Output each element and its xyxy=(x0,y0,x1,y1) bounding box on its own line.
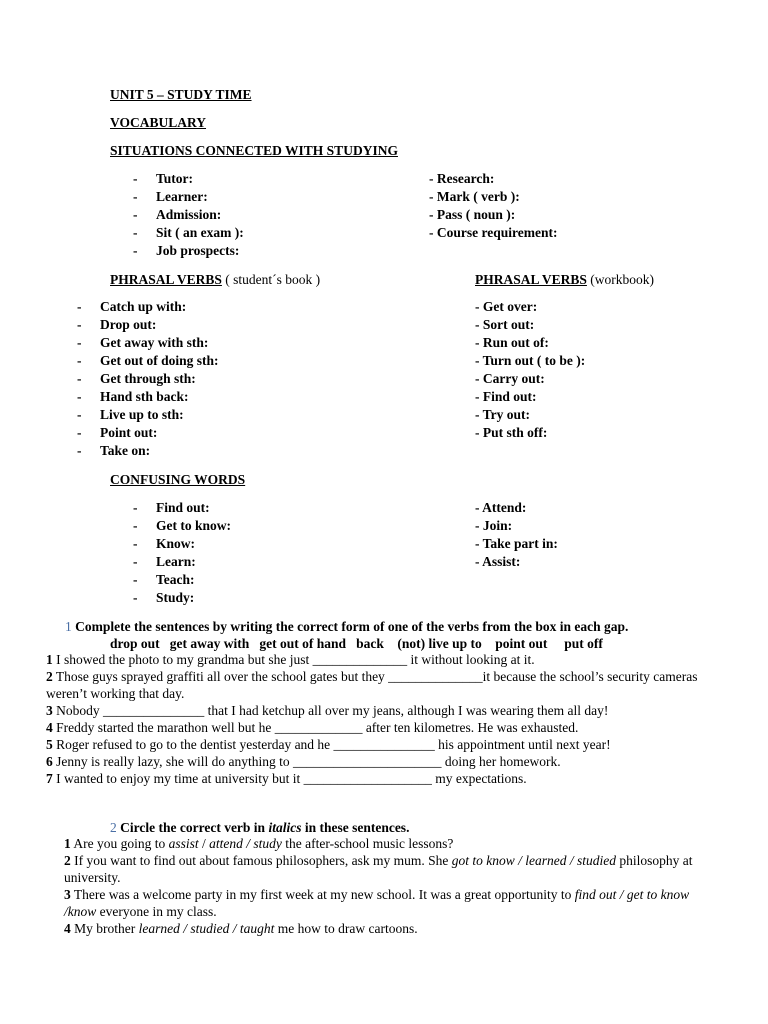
list-item: - Mark ( verb ): xyxy=(429,189,520,204)
exercise-1-instruction: 1 Complete the sentences by writing the correct form of one of the verbs from the box in each gap. xyxy=(65,619,629,634)
phrasal-verbs-wb-heading: PHRASAL VERBS (workbook) xyxy=(475,272,655,287)
list-item: - Know: xyxy=(133,536,196,551)
list-item: - Drop out: xyxy=(77,317,157,332)
vocabulary-heading: VOCABULARY xyxy=(110,115,207,130)
list-item: - Tutor: xyxy=(133,171,194,186)
sentence: 6 Jenny is really lazy, she will do anything to ______________________ doing her homework. xyxy=(46,754,561,769)
list-item: - Sort out: xyxy=(475,317,535,332)
sentence: 2 Those guys sprayed graffiti all over the school gates but they ______________it because the school’s security cameras weren’t working that day. xyxy=(46,669,698,701)
list-item: - Pass ( noun ): xyxy=(429,207,516,222)
list-item: - Catch up with: xyxy=(77,299,187,314)
list-item: - Teach: xyxy=(133,572,195,587)
list-item: - Join: xyxy=(475,518,513,533)
phrasal-verbs-sb-heading: PHRASAL VERBS ( student´s book ) xyxy=(110,272,321,287)
situations-heading: SITUATIONS CONNECTED WITH STUDYING xyxy=(110,143,398,158)
list-item: - Job prospects: xyxy=(133,243,240,258)
list-item: - Try out: xyxy=(475,407,530,422)
list-item: - Get out of doing sth: xyxy=(77,353,219,368)
list-item: - Learn: xyxy=(133,554,196,569)
list-item: - Research: xyxy=(429,171,495,186)
sentence: 7 I wanted to enjoy my time at university but it ___________________ my expectations. xyxy=(46,771,527,786)
list-item: - Admission: xyxy=(133,207,222,222)
situations-left-list xyxy=(133,170,244,260)
unit-title: UNIT 5 – STUDY TIME xyxy=(110,87,252,102)
list-item: - Carry out: xyxy=(475,371,545,386)
sentence: 3 Nobody _______________ that I had ketchup all over my jeans, although I was wearing them all day! xyxy=(46,703,609,718)
list-item: - Put sth off: xyxy=(475,425,548,440)
list-item: - Hand sth back: xyxy=(77,389,189,404)
sentence: 5 Roger refused to go to the dentist yesterday and he _______________ his appointment until next year! xyxy=(46,737,611,752)
list-item: - Get away with sth: xyxy=(77,335,209,350)
list-item: - Run out of: xyxy=(475,335,549,350)
sentence: 4 My brother learned / studied / taught me how to draw cartoons. xyxy=(64,921,418,936)
list-item: - Find out: xyxy=(475,389,537,404)
exercise-1-word-box: drop out get away with get out of hand back (not) live up to point out put off xyxy=(110,636,603,651)
list-item: - Take on: xyxy=(77,443,151,458)
list-item: - Course requirement: xyxy=(429,225,558,240)
list-item: - Find out: xyxy=(133,500,210,515)
sentence: 2 If you want to find out about famous philosophers, ask my mum. She got to know / learned / studied philosophy at university. xyxy=(64,853,693,885)
phrasal-left-list xyxy=(77,298,219,460)
list-item: - Live up to sth: xyxy=(77,407,184,422)
list-item: - Study: xyxy=(133,590,195,605)
list-item: - Take part in: xyxy=(475,536,558,551)
list-item: - Sit ( an exam ): xyxy=(133,225,244,240)
list-item: - Learner: xyxy=(133,189,208,204)
confusing-words-heading: CONFUSING WORDS xyxy=(110,472,246,487)
list-item: - Get to know: xyxy=(133,518,231,533)
phrasal-right-list xyxy=(475,298,585,442)
list-item: - Attend: xyxy=(475,500,527,515)
situations-right-list xyxy=(429,170,557,242)
list-item: - Turn out ( to be ): xyxy=(475,353,586,368)
exercise-2-sentences xyxy=(64,835,714,937)
sentence: 3 There was a welcome party in my first week at my new school. It was a great opportunity to find out / get to know /know everyone in my class. xyxy=(64,887,690,919)
sentence: 1 Are you going to assist / attend / study the after-school music lessons? xyxy=(64,836,454,851)
sentence: 1 I showed the photo to my grandma but she just ______________ it without looking at it. xyxy=(46,652,535,667)
list-item: - Assist: xyxy=(475,554,521,569)
confusing-right-list xyxy=(475,499,558,571)
exercise-2-instruction: 2 Circle the correct verb in italics in these sentences. xyxy=(110,820,410,835)
confusing-left-list xyxy=(133,499,231,607)
exercise-1-sentences xyxy=(46,651,706,787)
list-item: - Get through sth: xyxy=(77,371,196,386)
list-item: - Get over: xyxy=(475,299,538,314)
list-item: - Point out: xyxy=(77,425,158,440)
sentence: 4 Freddy started the marathon well but he _____________ after ten kilometres. He was exhausted. xyxy=(46,720,579,735)
